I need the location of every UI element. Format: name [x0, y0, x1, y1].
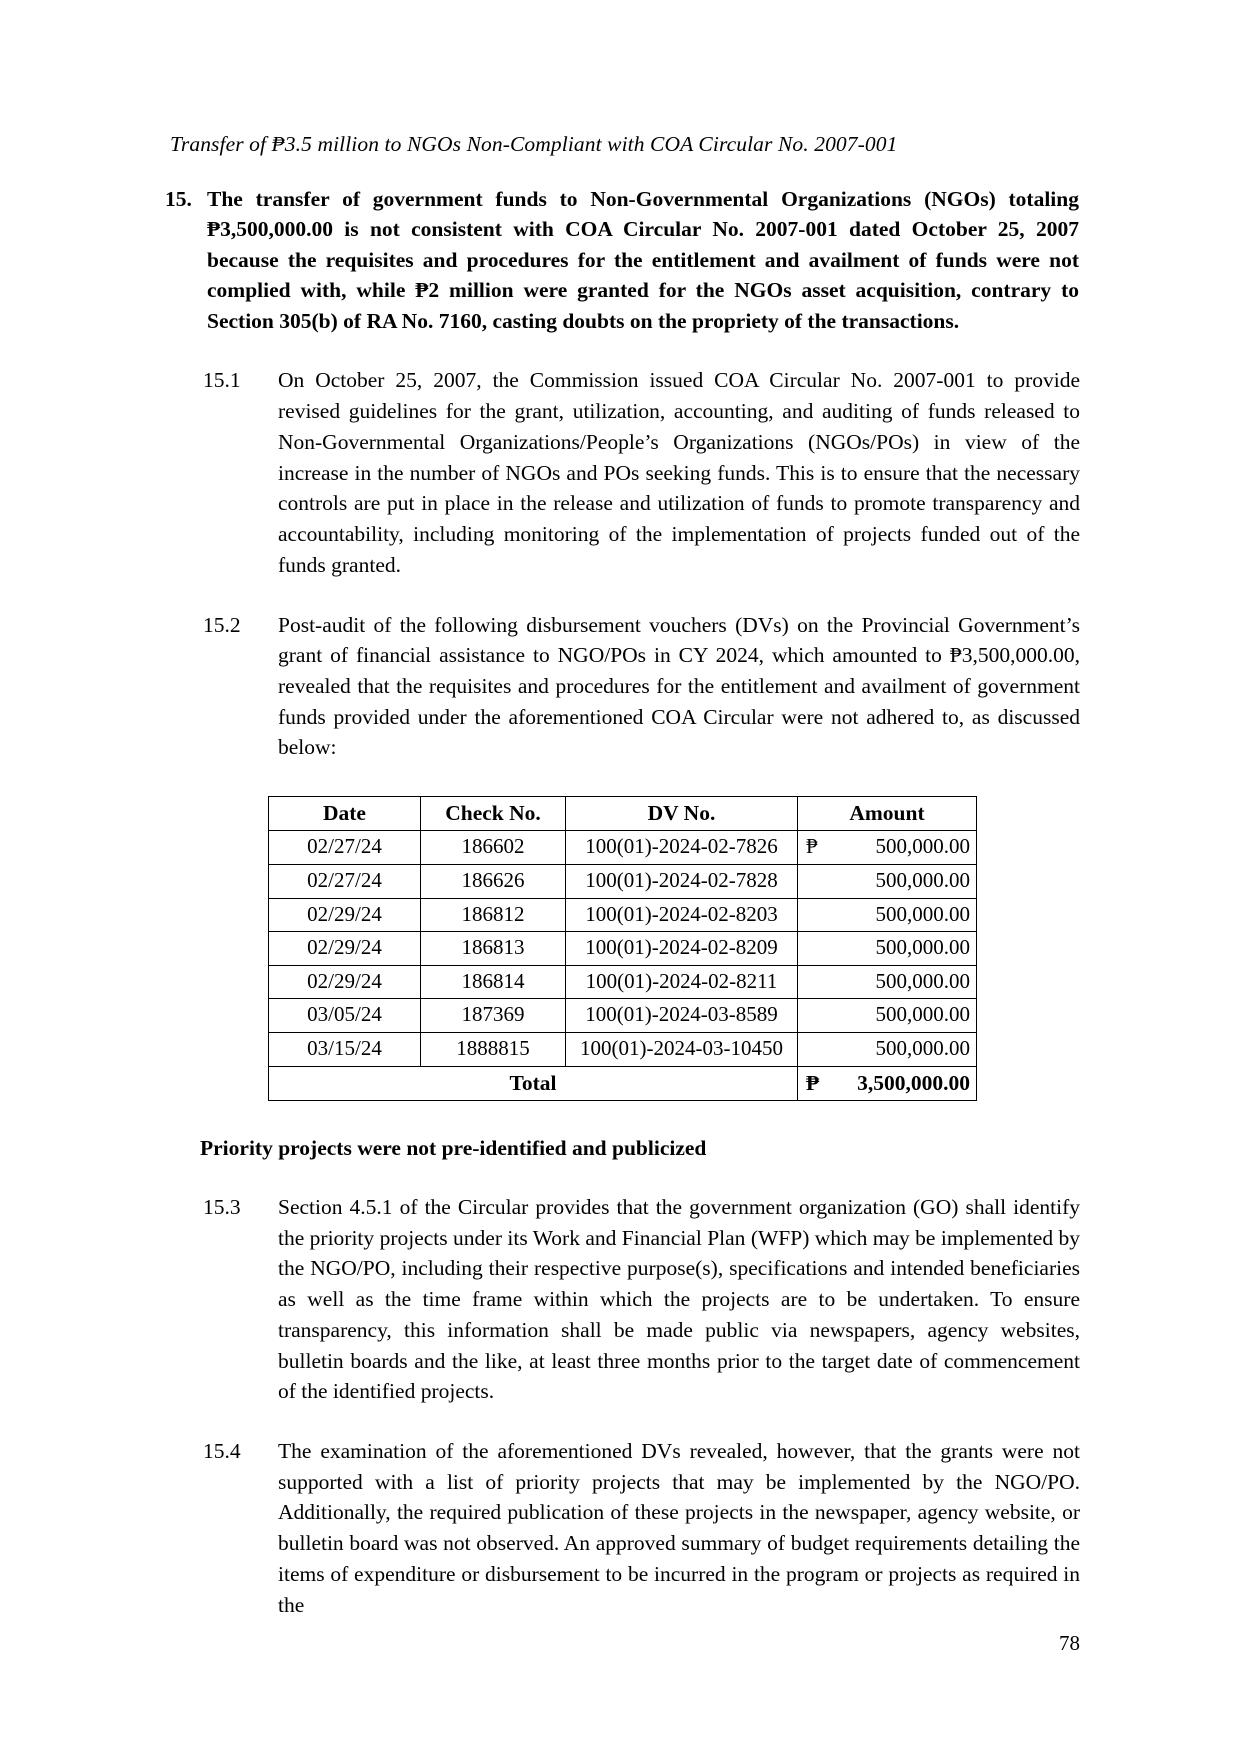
cell-date: 02/27/24 [269, 831, 421, 865]
cell-date: 02/29/24 [269, 898, 421, 932]
paragraph-text: Post-audit of the following disbursement vouchers (DVs) on the Provincial Government’s grant of financial assistance to NGO/POs in CY 2024, which amounted to ₱3,500,000.00, revealed that the requisites and procedures for the entitlement and availment of government funds provided under the aforementioned COA Circular were not adhered to, as discussed below: [278, 612, 1080, 760]
cell-dv-no: 100(01)-2024-02-8209 [566, 932, 798, 966]
table-row [269, 965, 977, 999]
column-header-amount: Amount [798, 797, 977, 831]
total-amount-value: 3,500,000.00 [857, 1070, 970, 1095]
finding-text: The transfer of government funds to Non-Governmental Organizations (NGOs) totaling ₱3,500,000.00 is not consistent with COA Circular No. 2007-001 dated October 25, 2007 because the requisites and procedures for the entitlement and availment of funds were not complied with, while ₱2 million were granted for the NGOs asset acquisition, contrary to Section 305(b) of RA No. 7160, casting doubts on the propriety of the transactions. [207, 186, 1079, 333]
table-row [269, 1033, 977, 1067]
cell-check-no: 186814 [421, 965, 566, 999]
paragraph-text: The examination of the aforementioned DVs revealed, however, that the grants were not supported with a list of priority projects that may be implemented by the NGO/PO. Additionally, the required publication of these projects in the newspaper, agency website, or bulletin board was not observed. An approved summary of budget requirements detailing the items of expenditure or disbursement to be incurred in the program or projects as required in the [278, 1438, 1080, 1617]
paragraph-number: 15.4 [203, 1438, 241, 1463]
cell-date: 02/29/24 [269, 932, 421, 966]
paragraph-15-4 [165, 1436, 1080, 1620]
paragraph-15-3 [165, 1192, 1080, 1407]
table-body [269, 831, 977, 1100]
cell-dv-no: 100(01)-2024-02-7828 [566, 865, 798, 899]
cell-dv-no: 100(01)-2024-02-8211 [566, 965, 798, 999]
cell-check-no: 186812 [421, 898, 566, 932]
column-header-date: Date [269, 797, 421, 831]
paragraph-15-1 [165, 365, 1080, 580]
table-row [269, 898, 977, 932]
paragraph-text: On October 25, 2007, the Commission issued COA Circular No. 2007-001 to provide revised guidelines for the grant, utilization, accounting, and auditing of funds released to Non-Governmental Organizations/People’s Organizations (NGOs/POs) in view of the increase in the number of NGOs and POs seeking funds. This is to ensure that the necessary controls are put in place in the release and utilization of funds to promote transparency and accountability, including monitoring of the implementation of projects funded out of the funds granted. [278, 368, 1080, 577]
table-total-row [269, 1066, 977, 1100]
cell-amount: 500,000.00 [798, 1033, 977, 1067]
column-header-check-no: Check No. [421, 797, 566, 831]
running-header: Transfer of ₱3.5 million to NGOs Non-Compliant with COA Circular No. 2007-001 [170, 132, 898, 156]
disbursement-voucher-table [268, 796, 977, 1101]
cell-amount: 500,000.00 [798, 965, 977, 999]
total-label: Total [269, 1066, 798, 1100]
cell-amount: 500,000.00 [798, 898, 977, 932]
page-number: 78 [1059, 1631, 1080, 1655]
cell-date: 02/27/24 [269, 865, 421, 899]
cell-date: 03/05/24 [269, 999, 421, 1033]
finding-number: 15. [165, 186, 192, 211]
cell-date: 03/15/24 [269, 1033, 421, 1067]
total-amount [798, 1066, 977, 1100]
cell-check-no: 186813 [421, 932, 566, 966]
paragraph-number: 15.3 [203, 1194, 241, 1219]
cell-amount: 500,000.00 [798, 932, 977, 966]
cell-amount-value: 500,000.00 [875, 834, 970, 859]
table-row [269, 865, 977, 899]
table-header-row [269, 797, 977, 831]
peso-sign-icon: ₱ [806, 1070, 820, 1095]
dv-table-container [165, 796, 1080, 1101]
paragraph-text: Section 4.5.1 of the Circular provides that the government organization (GO) shall identify the priority projects under its Work and Financial Plan (WFP) which may be implemented by the NGO/PO, including their respective purpose(s), specifications and intended beneficiaries as well as the time frame within which the projects are to be undertaken. To ensure transparency, this information shall be made public via newspapers, agency websites, bulletin boards and the like, at least three months prior to the target date of commencement of the identified projects. [278, 1194, 1080, 1404]
cell-check-no: 186626 [421, 865, 566, 899]
cell-amount [798, 831, 977, 865]
cell-dv-no: 100(01)-2024-03-10450 [566, 1033, 798, 1067]
table-row [269, 999, 977, 1033]
finding-block [165, 184, 1080, 337]
peso-sign-icon: ₱ [806, 834, 818, 859]
cell-amount: 500,000.00 [798, 865, 977, 899]
cell-check-no: 186602 [421, 831, 566, 865]
cell-dv-no: 100(01)-2024-02-7826 [566, 831, 798, 865]
cell-date: 02/29/24 [269, 965, 421, 999]
table-row [269, 831, 977, 865]
cell-check-no: 1888815 [421, 1033, 566, 1067]
section-subheading: Priority projects were not pre-identified and publicized [200, 1135, 707, 1160]
cell-dv-no: 100(01)-2024-03-8589 [566, 999, 798, 1033]
paragraph-15-2 [165, 610, 1080, 764]
paragraph-number: 15.1 [203, 368, 241, 393]
cell-check-no: 187369 [421, 999, 566, 1033]
column-header-dv-no: DV No. [566, 797, 798, 831]
cell-dv-no: 100(01)-2024-02-8203 [566, 898, 798, 932]
table-header [269, 797, 977, 831]
table-row [269, 932, 977, 966]
cell-amount: 500,000.00 [798, 999, 977, 1033]
paragraph-number: 15.2 [203, 612, 241, 637]
